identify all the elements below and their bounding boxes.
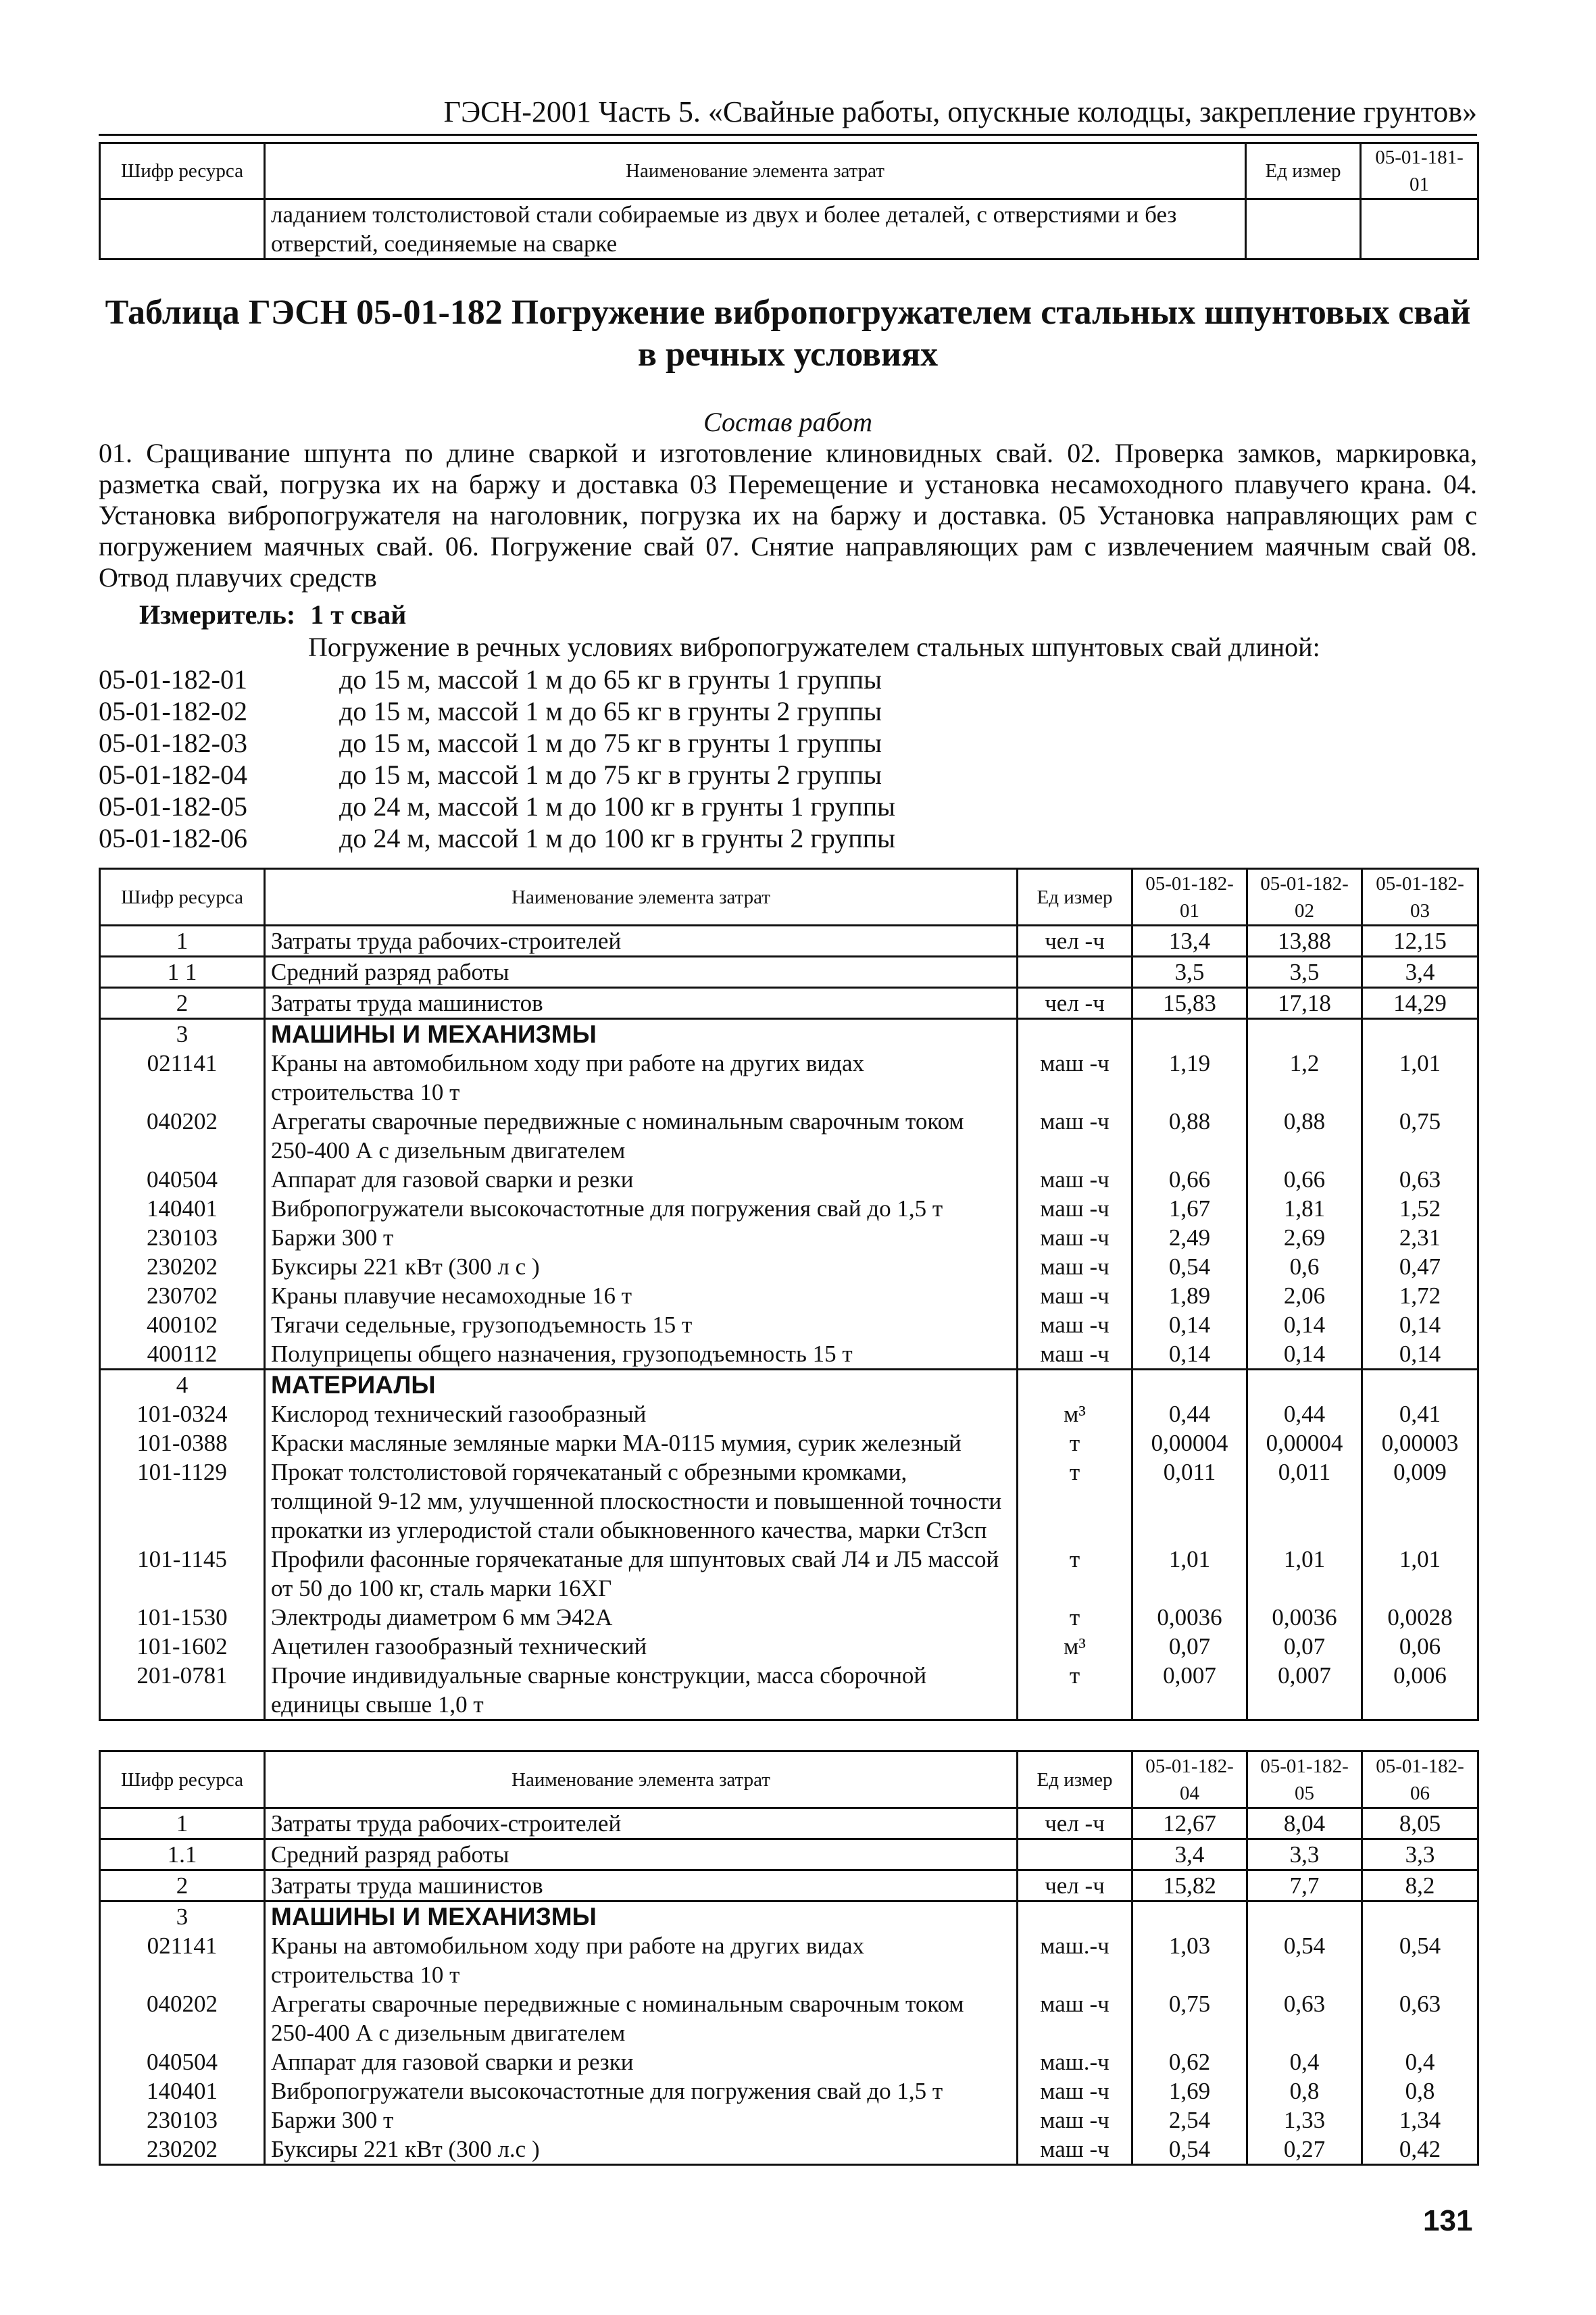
resource-name: Вибропогружатели высокочастотные для погружения свай до 1,5 т (265, 2076, 1018, 2106)
header-code: Шифр ресурса (100, 1751, 265, 1808)
norm-value: 1,01 (1132, 1545, 1247, 1603)
header-row (100, 869, 1478, 926)
resource-name: Ацетилен газообразный технический (265, 1632, 1018, 1661)
norm-value (1247, 1019, 1362, 1049)
norm-value: 0,54 (1247, 1931, 1362, 1989)
resource-code: 4 (100, 1370, 265, 1400)
norm-value: 3,5 (1247, 957, 1362, 988)
header-variant: 05-01-182-04 (1132, 1751, 1247, 1808)
norm-value: 17,18 (1247, 988, 1362, 1019)
resource-code: 1 (100, 926, 265, 957)
resource-name: Затраты труда машинистов (265, 1870, 1018, 1901)
table-row (100, 2135, 1478, 2165)
resource-table-2 (99, 1750, 1479, 2166)
norm-value: 2,31 (1362, 1223, 1478, 1252)
resource-unit: маш -ч (1018, 1252, 1132, 1281)
resource-code: 2 (100, 1870, 265, 1901)
norm-value: 1,01 (1362, 1545, 1478, 1603)
resource-code: 2 (100, 988, 265, 1019)
variant-row (99, 727, 1477, 759)
resource-name: Прокат толстолистовой горячекатаный с обрезными кромками, толщиной 9-12 мм, улучшенной плоскостности и повышенной точности прокатки из углеродистой стали обыкновенного качества, марки Ст3сп (265, 1458, 1018, 1545)
norm-value: 0,06 (1362, 1632, 1478, 1661)
resource-unit (1246, 199, 1361, 259)
resource-code: 021141 (100, 1931, 265, 1989)
resource-code: 230202 (100, 2135, 265, 2165)
header-code: Шифр ресурса (100, 869, 265, 926)
norm-value: 1,67 (1132, 1194, 1247, 1223)
norm-value: 0,63 (1362, 1989, 1478, 2047)
resource-code: 400112 (100, 1339, 265, 1370)
resource-unit: т (1018, 1545, 1132, 1603)
resource-name: Профили фасонные горячекатаные для шпунтовых свай Л4 и Л5 массой от 50 до 100 кг, сталь марки 16ХГ (265, 1545, 1018, 1603)
norm-value: 0,62 (1132, 2047, 1247, 2076)
section-row (100, 1370, 1478, 1400)
norm-value: 0,006 (1362, 1661, 1478, 1720)
norm-value: 0,27 (1247, 2135, 1362, 2165)
resource-unit: маш -ч (1018, 1107, 1132, 1165)
variant-row (99, 695, 1477, 727)
table-row (100, 1281, 1478, 1310)
header-variant: 05-01-182-01 (1132, 869, 1247, 926)
resource-name: Краски масляные земляные марки МА-0115 мумия, сурик железный (265, 1428, 1018, 1458)
header-variant: 05-01-181-01 (1361, 143, 1478, 199)
measure-line (139, 599, 406, 631)
norm-value: 0,007 (1247, 1661, 1362, 1720)
resource-code: 101-0388 (100, 1428, 265, 1458)
norm-value: 0,66 (1132, 1165, 1247, 1194)
resource-code: 3 (100, 1901, 265, 1932)
resource-unit: т (1018, 1428, 1132, 1458)
header-variant: 05-01-182-03 (1362, 869, 1478, 926)
resource-name: МАШИНЫ И МЕХАНИЗМЫ (265, 1019, 1018, 1049)
resource-name: ладанием толстолистовой стали собираемые из двух и более деталей, с отверстиями и без отверстий, соединяемые на сварке (265, 199, 1246, 259)
norm-value (1132, 1901, 1247, 1932)
norm-value: 3,4 (1362, 957, 1478, 988)
header-row (100, 1751, 1478, 1808)
norm-value: 0,6 (1247, 1252, 1362, 1281)
resource-unit: т (1018, 1458, 1132, 1545)
table-row (100, 1339, 1478, 1370)
norm-value: 0,14 (1362, 1310, 1478, 1339)
norm-value: 3,4 (1132, 1839, 1247, 1870)
variant-row (99, 822, 1477, 854)
resource-code: 1 (100, 1808, 265, 1839)
table-row (100, 1931, 1478, 1989)
norm-value: 0,00004 (1247, 1428, 1362, 1458)
table-row (100, 1399, 1478, 1428)
norm-value: 0,0028 (1362, 1603, 1478, 1632)
resource-code: 201-0781 (100, 1661, 265, 1720)
header-unit: Ед измер (1246, 143, 1361, 199)
norm-value: 0,14 (1132, 1339, 1247, 1370)
norm-value: 0,54 (1132, 1252, 1247, 1281)
resource-code: 230103 (100, 1223, 265, 1252)
resource-code: 230202 (100, 1252, 265, 1281)
header-row (100, 143, 1478, 199)
section-row (100, 1901, 1478, 1932)
resource-name: Агрегаты сварочные передвижные с номинальным сварочным током 250-400 А с дизельным двигателем (265, 1989, 1018, 2047)
norm-value: 0,14 (1247, 1339, 1362, 1370)
norm-value: 1,2 (1247, 1049, 1362, 1107)
resource-unit (1018, 1901, 1132, 1932)
resource-unit: м³ (1018, 1399, 1132, 1428)
resource-name: Баржи 300 т (265, 1223, 1018, 1252)
resource-unit: маш -ч (1018, 2135, 1132, 2165)
table-row (100, 1661, 1478, 1720)
table-row (100, 1870, 1478, 1901)
resource-name: Затраты труда машинистов (265, 988, 1018, 1019)
variants-list (99, 664, 1477, 854)
norm-value: 0,4 (1247, 2047, 1362, 2076)
norm-value (1247, 1901, 1362, 1932)
table-row (100, 1165, 1478, 1194)
norm-value (1362, 1019, 1478, 1049)
measure-value: 1 т свай (310, 599, 407, 630)
resource-name: Средний разряд работы (265, 957, 1018, 988)
header-code: Шифр ресурса (100, 143, 265, 199)
variant-row (99, 759, 1477, 791)
norm-value: 0,14 (1362, 1339, 1478, 1370)
norm-value: 1,81 (1247, 1194, 1362, 1223)
resource-unit: м³ (1018, 1632, 1132, 1661)
resource-name: Тягачи седельные, грузоподъемность 15 т (265, 1310, 1018, 1339)
table-row (100, 1989, 1478, 2047)
running-header (99, 93, 1477, 136)
header-name: Наименование элемента затрат (265, 143, 1246, 199)
norm-value: 0,0036 (1132, 1603, 1247, 1632)
header-variant: 05-01-182-06 (1362, 1751, 1478, 1808)
norm-value: 0,07 (1132, 1632, 1247, 1661)
norm-value: 13,88 (1247, 926, 1362, 957)
resource-unit (1018, 1019, 1132, 1049)
table-row (100, 2047, 1478, 2076)
table-row (100, 957, 1478, 988)
table-row (100, 988, 1478, 1019)
running-title: ГЭСН-2001 Часть 5. «Свайные работы, опускные колодцы, закрепление грунтов» (443, 95, 1477, 128)
resource-code: 040202 (100, 1989, 265, 2047)
resource-code: 101-1129 (100, 1458, 265, 1545)
norm-value: 1,19 (1132, 1049, 1247, 1107)
norm-value: 2,69 (1247, 1223, 1362, 1252)
norm-value: 3,5 (1132, 957, 1247, 988)
norm-value: 2,06 (1247, 1281, 1362, 1310)
table-row (100, 1049, 1478, 1107)
resource-name: Аппарат для газовой сварки и резки (265, 2047, 1018, 2076)
norm-value (1361, 199, 1478, 259)
page-number: 131 (1423, 2204, 1473, 2237)
table-row (100, 1603, 1478, 1632)
resource-name: Баржи 300 т (265, 2106, 1018, 2135)
table-row (100, 2076, 1478, 2106)
resource-unit (1018, 1839, 1132, 1870)
norm-value: 0,63 (1247, 1989, 1362, 2047)
table-row (100, 1194, 1478, 1223)
resource-name: Аппарат для газовой сварки и резки (265, 1165, 1018, 1194)
resource-code: 101-1530 (100, 1603, 265, 1632)
table-row (100, 199, 1478, 259)
table-row (100, 1808, 1478, 1839)
resource-unit: маш -ч (1018, 1165, 1132, 1194)
norm-value: 12,67 (1132, 1808, 1247, 1839)
norm-value: 1,03 (1132, 1931, 1247, 1989)
header-variant: 05-01-182-05 (1247, 1751, 1362, 1808)
resource-unit: т (1018, 1661, 1132, 1720)
variant-row (99, 664, 1477, 695)
variant-text: до 24 м, массой 1 м до 100 кг в грунты 2 группы (339, 823, 895, 853)
norm-value: 1,89 (1132, 1281, 1247, 1310)
norm-value: 14,29 (1362, 988, 1478, 1019)
norm-value: 3,3 (1362, 1839, 1478, 1870)
norm-value: 0,75 (1362, 1107, 1478, 1165)
resource-code (100, 199, 265, 259)
resource-code: 230103 (100, 2106, 265, 2135)
table-row (100, 1632, 1478, 1661)
table-row (100, 2106, 1478, 2135)
norm-value: 0,4 (1362, 2047, 1478, 2076)
resource-unit: маш.-ч (1018, 2047, 1132, 2076)
resource-unit: маш.-ч (1018, 1931, 1132, 1989)
previous-table-continuation (99, 142, 1479, 260)
variant-code: 05-01-182-03 (99, 728, 247, 758)
resource-unit: чел -ч (1018, 926, 1132, 957)
variant-code: 05-01-182-06 (99, 823, 247, 853)
resource-unit: чел -ч (1018, 988, 1132, 1019)
variant-text: до 15 м, массой 1 м до 65 кг в грунты 1 группы (339, 664, 882, 695)
norm-value: 0,14 (1132, 1310, 1247, 1339)
table-row (100, 1458, 1478, 1545)
norm-value: 0,8 (1247, 2076, 1362, 2106)
resource-unit: маш -ч (1018, 1310, 1132, 1339)
variant-text: до 15 м, массой 1 м до 75 кг в грунты 2 группы (339, 760, 882, 790)
header-unit: Ед измер (1018, 869, 1132, 926)
header-name: Наименование элемента затрат (265, 1751, 1018, 1808)
table-row (100, 926, 1478, 957)
norm-value: 0,63 (1362, 1165, 1478, 1194)
norm-value: 0,42 (1362, 2135, 1478, 2165)
resource-code: 140401 (100, 1194, 265, 1223)
resource-name: Буксиры 221 кВт (300 л.с ) (265, 2135, 1018, 2165)
norm-value: 0,0036 (1247, 1603, 1362, 1632)
variant-code: 05-01-182-05 (99, 791, 247, 822)
resource-unit: чел -ч (1018, 1870, 1132, 1901)
table-row (100, 1107, 1478, 1165)
resource-code: 101-1602 (100, 1632, 265, 1661)
norm-value: 1,33 (1247, 2106, 1362, 2135)
table-row (100, 1545, 1478, 1603)
table-title: Таблица ГЭСН 05-01-182 Погружение вибропогружателем стальных шпунтовых свай в речных условиях (105, 293, 1471, 374)
measure-label: Измеритель: (139, 599, 296, 630)
variant-code: 05-01-182-01 (99, 664, 247, 695)
table-row (100, 1310, 1478, 1339)
norm-value (1132, 1019, 1247, 1049)
variant-text: до 15 м, массой 1 м до 65 кг в грунты 2 группы (339, 696, 882, 726)
table-row (100, 1252, 1478, 1281)
resource-code: 1 1 (100, 957, 265, 988)
header-variant: 05-01-182-02 (1247, 869, 1362, 926)
norm-value: 0,14 (1247, 1310, 1362, 1339)
norm-value: 0,007 (1132, 1661, 1247, 1720)
variant-text: до 24 м, массой 1 м до 100 кг в грунты 1 группы (339, 791, 895, 822)
resource-unit: т (1018, 1603, 1132, 1632)
norm-value: 1,01 (1362, 1049, 1478, 1107)
variants-intro: Погружение в речных условиях вибропогружателем стальных шпунтовых свай длиной: (308, 632, 1320, 662)
norm-value: 0,54 (1132, 2135, 1247, 2165)
resource-name: Агрегаты сварочные передвижные с номинальным сварочным током 250-400 А с дизельным двигателем (265, 1107, 1018, 1165)
norm-value: 0,88 (1247, 1107, 1362, 1165)
norm-value: 8,04 (1247, 1808, 1362, 1839)
resource-code: 040504 (100, 2047, 265, 2076)
resource-unit: маш -ч (1018, 1339, 1132, 1370)
norm-value: 0,54 (1362, 1931, 1478, 1989)
resource-name: Средний разряд работы (265, 1839, 1018, 1870)
resource-unit: маш -ч (1018, 2076, 1132, 2106)
section-row (100, 1019, 1478, 1049)
resource-name: Прочие индивидуальные сварные конструкции, масса сборочной единицы свыше 1,0 т (265, 1661, 1018, 1720)
resource-code: 140401 (100, 2076, 265, 2106)
resource-code: 040202 (100, 1107, 265, 1165)
composition-heading: Состав работ (703, 407, 872, 437)
table-row (100, 1839, 1478, 1870)
resource-code: 101-1145 (100, 1545, 265, 1603)
norm-value: 12,15 (1362, 926, 1478, 957)
resource-unit: чел -ч (1018, 1808, 1132, 1839)
norm-value: 2,54 (1132, 2106, 1247, 2135)
norm-value (1362, 1901, 1478, 1932)
norm-value: 15,83 (1132, 988, 1247, 1019)
norm-value: 0,75 (1132, 1989, 1247, 2047)
variant-row (99, 791, 1477, 822)
norm-value: 1,34 (1362, 2106, 1478, 2135)
norm-value: 15,82 (1132, 1870, 1247, 1901)
resource-code: 400102 (100, 1310, 265, 1339)
resource-code: 101-0324 (100, 1399, 265, 1428)
norm-value: 7,7 (1247, 1870, 1362, 1901)
norm-value: 3,3 (1247, 1839, 1362, 1870)
norm-value (1247, 1370, 1362, 1400)
resource-unit (1018, 957, 1132, 988)
header-name: Наименование элемента затрат (265, 869, 1018, 926)
resource-code: 1.1 (100, 1839, 265, 1870)
norm-value: 2,49 (1132, 1223, 1247, 1252)
resource-code: 040504 (100, 1165, 265, 1194)
norm-value: 8,2 (1362, 1870, 1478, 1901)
resource-code: 3 (100, 1019, 265, 1049)
norm-value: 0,41 (1362, 1399, 1478, 1428)
norm-value: 0,44 (1132, 1399, 1247, 1428)
norm-value: 0,44 (1247, 1399, 1362, 1428)
resource-unit: маш -ч (1018, 1223, 1132, 1252)
norm-value: 8,05 (1362, 1808, 1478, 1839)
resource-name: Буксиры 221 кВт (300 л с ) (265, 1252, 1018, 1281)
resource-unit: маш -ч (1018, 1281, 1132, 1310)
resource-name: Затраты труда рабочих-строителей (265, 926, 1018, 957)
norm-value: 1,69 (1132, 2076, 1247, 2106)
norm-value: 0,00003 (1362, 1428, 1478, 1458)
table-row (100, 1428, 1478, 1458)
norm-value: 0,011 (1247, 1458, 1362, 1545)
composition-text: 01. Сращивание шпунта по длине сваркой и изготовление клиновидных свай. 02. Проверка замков, маркировка, разметка свай, погрузка их на баржу и доставка 03 Перемещение и установка несамоходного плавучего крана. 04. Установка вибропогружателя на наголовник, погрузка их на баржу и доставка. 05 Установка направляющих рам с погружением маячных свай. 06. Погружение свай 07. Снятие направляющих рам с извлечением маячным свай 08. Отвод плавучих средств (99, 438, 1477, 593)
norm-value: 0,66 (1247, 1165, 1362, 1194)
header-unit: Ед измер (1018, 1751, 1132, 1808)
resource-unit: маш -ч (1018, 1049, 1132, 1107)
norm-value: 0,8 (1362, 2076, 1478, 2106)
norm-value: 0,47 (1362, 1252, 1478, 1281)
norm-value: 1,01 (1247, 1545, 1362, 1603)
norm-value: 1,52 (1362, 1194, 1478, 1223)
resource-name: Краны на автомобильном ходу при работе на других видах строительства 10 т (265, 1049, 1018, 1107)
norm-value: 0,88 (1132, 1107, 1247, 1165)
resource-name: Электроды диаметром 6 мм Э42А (265, 1603, 1018, 1632)
resource-unit (1018, 1370, 1132, 1400)
norm-value: 0,00004 (1132, 1428, 1247, 1458)
resource-unit: маш -ч (1018, 1989, 1132, 2047)
resource-name: Вибропогружатели высокочастотные для погружения свай до 1,5 т (265, 1194, 1018, 1223)
norm-value: 0,011 (1132, 1458, 1247, 1545)
variant-code: 05-01-182-02 (99, 696, 247, 726)
table-row (100, 1223, 1478, 1252)
norm-value (1362, 1370, 1478, 1400)
norm-value: 0,009 (1362, 1458, 1478, 1545)
resource-code: 021141 (100, 1049, 265, 1107)
resource-name: Полуприцепы общего назначения, грузоподъемность 15 т (265, 1339, 1018, 1370)
variant-code: 05-01-182-04 (99, 760, 247, 790)
resource-name: Краны плавучие несамоходные 16 т (265, 1281, 1018, 1310)
resource-name: Затраты труда рабочих-строителей (265, 1808, 1018, 1839)
norm-value: 1,72 (1362, 1281, 1478, 1310)
resource-unit: маш -ч (1018, 1194, 1132, 1223)
norm-value: 13,4 (1132, 926, 1247, 957)
resource-name: МАТЕРИАЛЫ (265, 1370, 1018, 1400)
resource-unit: маш -ч (1018, 2106, 1132, 2135)
resource-code: 230702 (100, 1281, 265, 1310)
norm-value (1132, 1370, 1247, 1400)
resource-name: МАШИНЫ И МЕХАНИЗМЫ (265, 1901, 1018, 1932)
resource-name: Кислород технический газообразный (265, 1399, 1018, 1428)
resource-table-1 (99, 868, 1479, 1721)
norm-value: 0,07 (1247, 1632, 1362, 1661)
variant-text: до 15 м, массой 1 м до 75 кг в грунты 1 группы (339, 728, 882, 758)
resource-name: Краны на автомобильном ходу при работе на других видах строительства 10 т (265, 1931, 1018, 1989)
